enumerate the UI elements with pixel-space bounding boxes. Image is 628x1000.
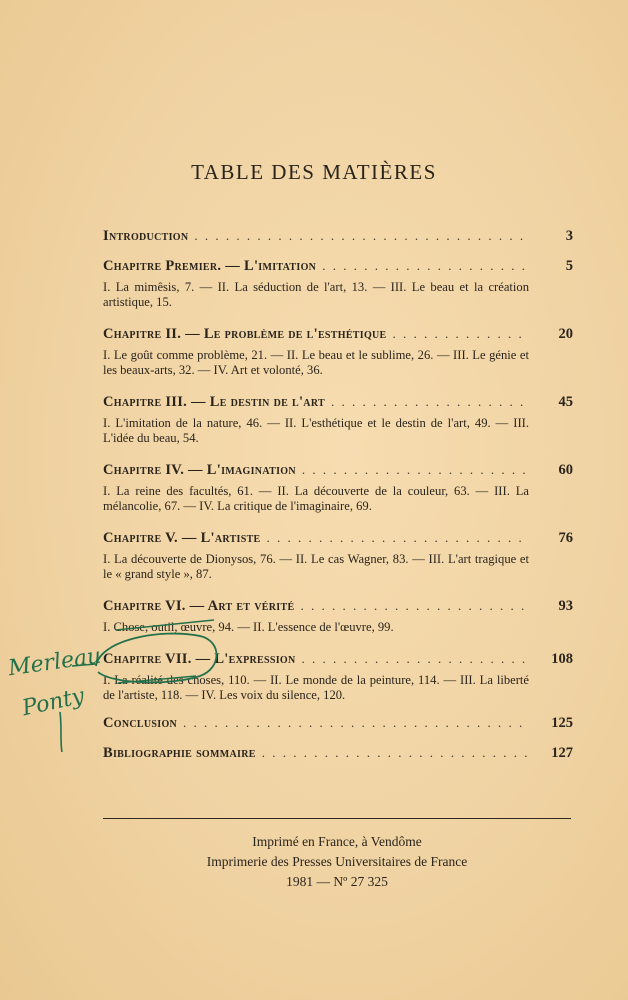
toc-entry-introduction: [103, 226, 573, 246]
entry-page: 3: [565, 228, 573, 244]
entry-label: Introduction: [103, 228, 189, 244]
entry-sections: I. La reine des facultés, 61. — II. La découverte de la couleur, 63. — III. La mélancolie, 67. — IV. La critique de l'imaginaire, 69.: [103, 484, 529, 513]
entry-label: Chapitre VI. — Art et vérité: [103, 598, 295, 614]
entry-label: Chapitre V. — L'artiste: [103, 530, 261, 546]
entry-sections: I. La mimêsis, 7. — II. La séduction de l'art, 13. — III. Le beau et la création artistique, 15.: [103, 280, 529, 309]
dot-leader: [267, 528, 527, 548]
entry-page: 127: [551, 745, 573, 761]
page-title: TABLE DES MATIÈRES: [191, 160, 437, 184]
colophon-line: Imprimerie des Presses Universitaires de France: [206, 854, 468, 869]
handwritten-flourish: [60, 712, 62, 752]
handwritten-note-line2: Ponty: [20, 683, 87, 722]
dot-leader: [194, 226, 527, 246]
entry-label: Chapitre III. — Le destin de l'art: [103, 394, 325, 410]
entry-label: Conclusion: [103, 715, 178, 731]
toc-entry-chapter-2: [103, 324, 573, 378]
colophon-line: 1981 — Nº 27 325: [286, 874, 388, 889]
entry-label: Bibliographie sommaire: [103, 745, 256, 761]
entry-label: Chapitre VII. — L'expression: [103, 651, 296, 667]
toc-entry-chapter-7: [103, 649, 573, 703]
entry-sections: I. L'imitation de la nature, 46. — II. L'esthétique et le destin de l'art, 49. — III. L'idée du beau, 54.: [103, 416, 529, 445]
toc-entry-bibliography: [103, 743, 573, 763]
handwritten-note-line1: Merleau: [6, 643, 103, 682]
toc-entry-conclusion: [103, 713, 573, 733]
entry-label: Chapitre Premier. — L'imitation: [103, 258, 317, 274]
printer-colophon: [0, 832, 628, 892]
table-of-contents: [103, 226, 573, 763]
entry-label: Chapitre II. — Le problème de l'esthétique: [103, 326, 387, 342]
dot-leader: [262, 743, 527, 763]
entry-page: 76: [558, 530, 573, 546]
dot-leader: [183, 713, 527, 733]
toc-entry-chapter-5: [103, 528, 573, 582]
entry-page: 93: [558, 598, 573, 614]
entry-page: 125: [551, 715, 573, 731]
separator-rule: [103, 818, 571, 819]
entry-sections: I. Chose, outil, œuvre, 94. — II. L'essence de l'œuvre, 99.: [103, 620, 394, 634]
dot-leader: [393, 324, 527, 344]
entry-page: 5: [565, 258, 573, 274]
colophon-line: Imprimé en France, à Vendôme: [252, 834, 422, 849]
toc-entry-chapter-6: [103, 596, 573, 635]
dot-leader: [322, 256, 527, 276]
entry-label: Chapitre IV. — L'imagination: [103, 462, 296, 478]
entry-sections: I. Le goût comme problème, 21. — II. Le beau et le sublime, 26. — III. Le génie et les beaux-arts, 32. — IV. Art et volonté, 36.: [103, 348, 529, 377]
toc-entry-chapter-4: [103, 460, 573, 514]
dot-leader: [331, 392, 527, 412]
entry-page: 45: [558, 394, 573, 410]
entry-sections: I. La réalité des choses, 110. — II. Le monde de la peinture, 114. — III. La liberté de l'artiste, 118. — IV. Les voix du silence, 120.: [103, 673, 529, 702]
toc-entry-chapter-1: [103, 256, 573, 310]
entry-page: 60: [558, 462, 573, 478]
toc-entry-chapter-3: [103, 392, 573, 446]
dot-leader: [302, 649, 527, 669]
entry-page: 20: [558, 326, 573, 342]
entry-page: 108: [551, 651, 573, 667]
entry-sections: I. La découverte de Dionysos, 76. — II. Le cas Wagner, 83. — III. L'art tragique et le « grand style », 87.: [103, 552, 529, 581]
dot-leader: [300, 596, 527, 616]
dot-leader: [302, 460, 527, 480]
